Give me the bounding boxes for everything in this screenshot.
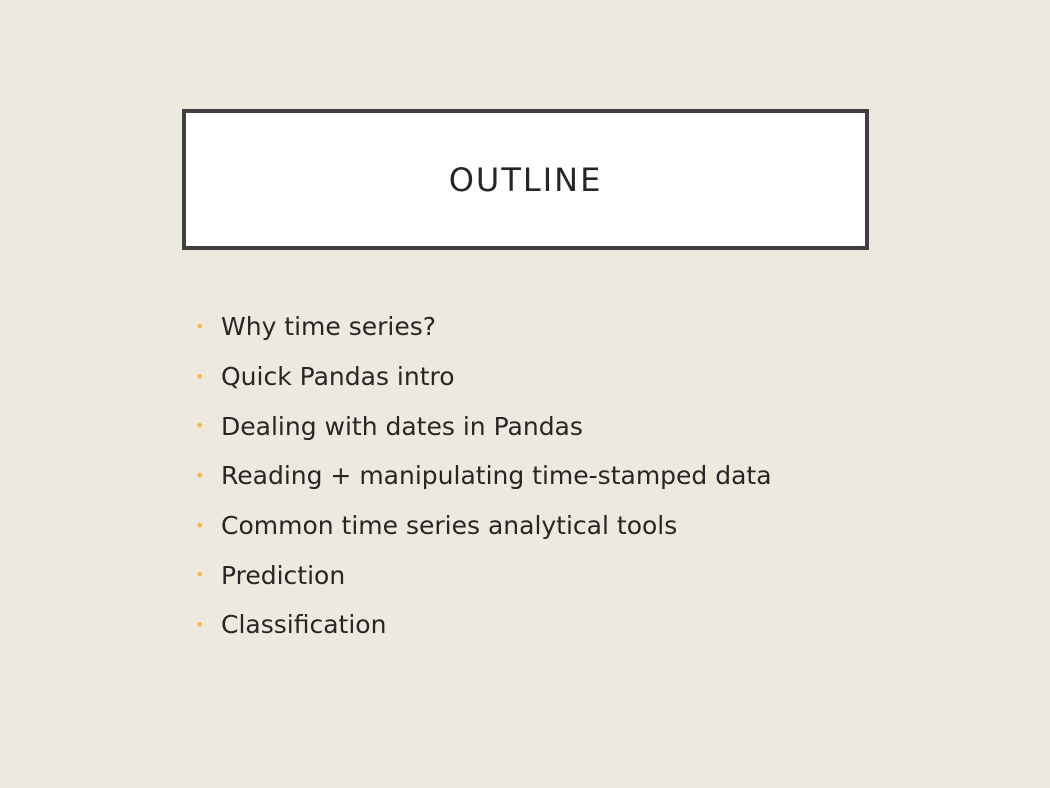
bullet-text: Quick Pandas intro	[221, 362, 455, 392]
bullet-dot-icon: •	[195, 565, 205, 585]
bullet-text: Common time series analytical tools	[221, 511, 678, 541]
list-item	[195, 501, 975, 551]
list-item	[195, 451, 975, 501]
bullet-text: Prediction	[221, 560, 346, 590]
bullet-dot-icon: •	[195, 416, 205, 436]
bullet-list	[195, 302, 975, 650]
bullet-text: Classification	[221, 610, 387, 640]
bullet-dot-icon: •	[195, 316, 205, 336]
list-item	[195, 600, 975, 650]
bullet-dot-icon: •	[195, 465, 205, 485]
bullet-dot-icon: •	[195, 366, 205, 386]
bullet-text: Reading + manipulating time-stamped data	[221, 461, 772, 491]
list-item	[195, 401, 975, 451]
list-item	[195, 550, 975, 600]
bullet-text: Dealing with dates in Pandas	[221, 411, 583, 441]
bullet-dot-icon: •	[195, 614, 205, 634]
list-item	[195, 302, 975, 352]
list-item	[195, 352, 975, 402]
title-box	[182, 109, 869, 250]
bullet-text: Why time series?	[221, 312, 437, 342]
bullet-dot-icon: •	[195, 515, 205, 535]
slide-title: OUTLINE	[448, 160, 603, 199]
